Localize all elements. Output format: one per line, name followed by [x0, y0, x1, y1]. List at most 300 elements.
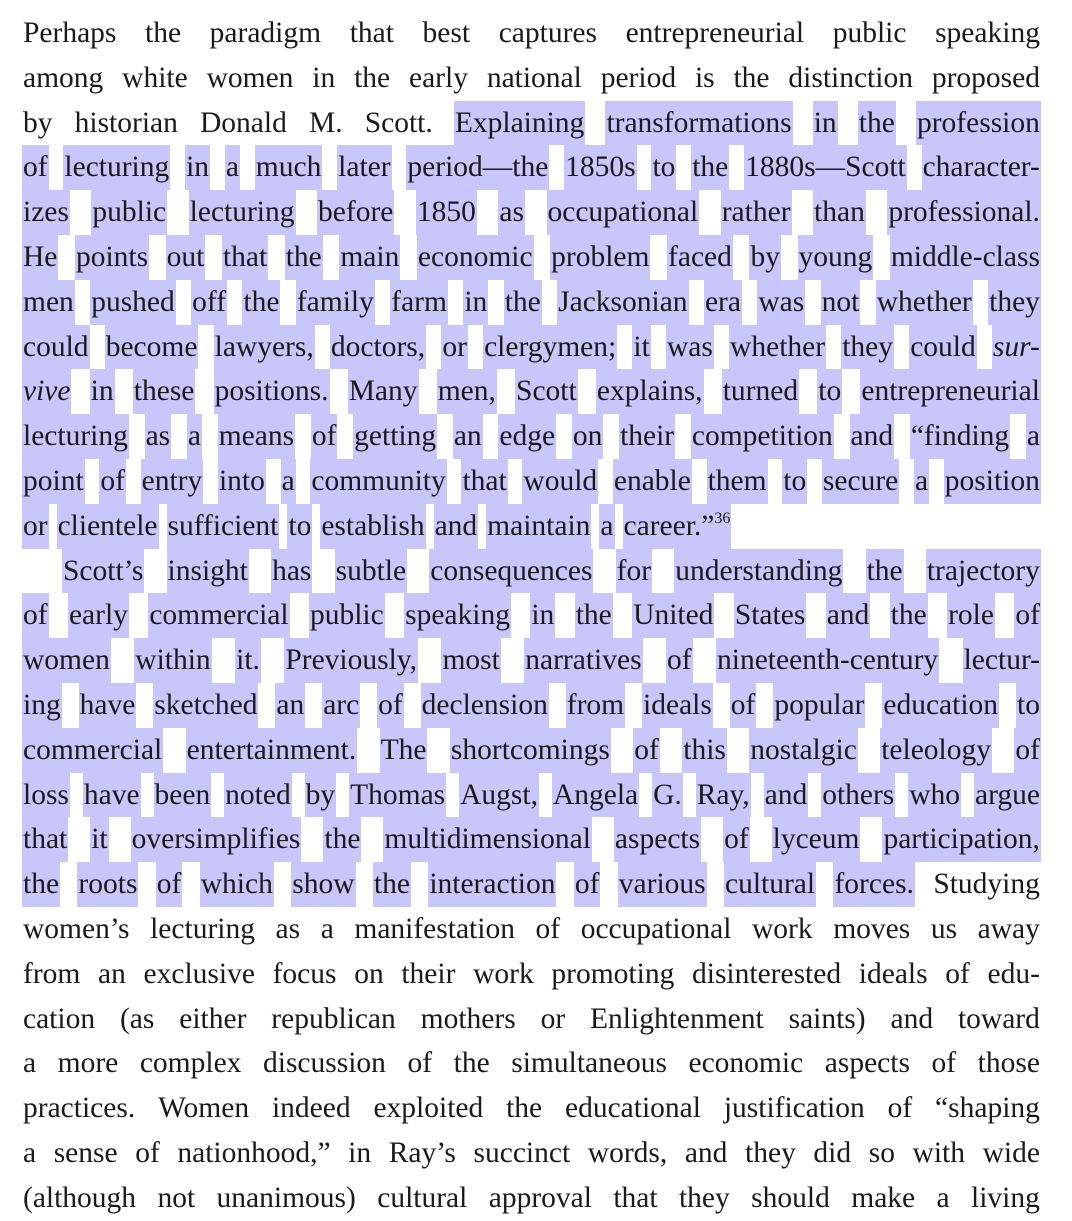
word: they — [841, 325, 894, 370]
word: with — [912, 1136, 965, 1169]
word: of — [407, 1047, 433, 1080]
word: complex — [139, 1047, 242, 1080]
word: main — [339, 235, 400, 280]
word: of — [666, 638, 693, 683]
word: they — [678, 1181, 730, 1214]
word: in — [813, 101, 838, 146]
word: the — [323, 817, 361, 862]
word: speaking — [935, 17, 1040, 49]
word: role — [947, 593, 995, 638]
word: period — [600, 61, 677, 94]
word: positions. — [214, 369, 330, 414]
word: Women — [158, 1092, 250, 1125]
word: of — [574, 862, 601, 907]
word: the — [506, 1092, 543, 1125]
word: era — [704, 280, 742, 325]
word: in — [463, 280, 488, 325]
text-line — [22, 459, 1041, 504]
word: maintain — [486, 504, 591, 549]
word: of — [1014, 728, 1041, 773]
word: nineteenth-century — [716, 638, 939, 683]
text-line — [22, 728, 1041, 773]
word: historian — [74, 106, 178, 139]
word: of — [311, 414, 338, 459]
word: best — [422, 17, 471, 49]
word: sufficient — [167, 504, 280, 549]
word: women — [22, 638, 111, 683]
word: most — [441, 638, 500, 683]
word: to — [1016, 683, 1041, 728]
word: who — [908, 773, 961, 818]
word: understanding — [674, 549, 843, 594]
word: to — [287, 504, 312, 549]
word: whether — [729, 325, 826, 370]
text-line — [22, 683, 1041, 728]
word: The — [380, 728, 428, 773]
word: nostalgic — [749, 728, 858, 773]
word: whether — [876, 280, 973, 325]
footnote-reference[interactable]: 36 — [714, 509, 731, 527]
word: to — [817, 369, 842, 414]
text-line — [22, 907, 1041, 952]
text-line — [22, 190, 1041, 235]
text-line — [22, 101, 1041, 146]
word: public — [309, 593, 385, 638]
word: work — [473, 957, 534, 990]
word: and — [684, 1136, 728, 1169]
word: it — [90, 817, 108, 862]
word: of — [887, 1092, 913, 1125]
word: a — [599, 504, 614, 549]
word: Scott. — [364, 106, 433, 139]
word: not — [157, 1181, 196, 1214]
word: have — [83, 773, 141, 818]
text-line — [22, 414, 1041, 459]
word: the — [285, 235, 323, 280]
word: point — [22, 459, 85, 504]
word: of — [377, 683, 404, 728]
word: farm — [390, 280, 448, 325]
word: multidimensional — [383, 817, 592, 862]
word: secure — [822, 459, 899, 504]
word: later — [337, 145, 391, 190]
word: educational — [565, 1092, 701, 1125]
word: pushed — [90, 280, 176, 325]
word: Ray’s — [388, 1136, 456, 1169]
word: a — [281, 459, 296, 504]
text-line — [22, 817, 1041, 862]
word: 1850 — [416, 190, 477, 235]
word: of — [22, 593, 49, 638]
word: faced — [667, 235, 733, 280]
word: a — [1026, 414, 1041, 459]
word: did — [813, 1136, 852, 1169]
word: career.”$^{36}$ — [623, 504, 732, 549]
word: more — [57, 1047, 119, 1080]
word: much — [255, 145, 323, 190]
word: and — [826, 593, 871, 638]
word: ideals — [642, 683, 713, 728]
word: a — [320, 912, 334, 945]
word: character- — [922, 145, 1041, 190]
word: by — [749, 235, 781, 280]
word: aspects — [614, 817, 701, 862]
word: from — [23, 957, 81, 990]
text-line — [22, 593, 1041, 638]
word: 1880s—Scott — [744, 145, 907, 190]
text-line — [22, 280, 1041, 325]
word: sur- — [992, 325, 1041, 370]
word: of — [156, 862, 183, 907]
word: Scott — [515, 369, 578, 414]
word: white — [122, 61, 188, 94]
word: speaking — [404, 593, 511, 638]
word: make — [851, 1181, 916, 1214]
word: or — [441, 325, 468, 370]
word: vive — [22, 369, 71, 414]
text-line — [22, 56, 1041, 101]
word: ing — [22, 683, 62, 728]
word: nationhood,” — [177, 1136, 331, 1169]
text-line — [22, 1041, 1041, 1086]
word: to — [651, 145, 676, 190]
word: would — [522, 459, 598, 504]
word: among — [23, 61, 104, 94]
word: middle-class — [890, 235, 1041, 280]
word: trajectory — [926, 549, 1041, 594]
word: disinterested — [692, 957, 842, 990]
word: toward — [957, 1002, 1040, 1035]
word: exclusive — [143, 957, 255, 990]
word: saints) — [788, 1002, 866, 1035]
word: approval — [488, 1181, 592, 1214]
word: occupational — [547, 190, 700, 235]
word: professional. — [887, 190, 1041, 235]
word: position — [944, 459, 1041, 504]
word: succinct — [473, 1136, 571, 1169]
word: focus — [272, 957, 337, 990]
word: Scott’s — [62, 549, 144, 594]
word: the — [890, 593, 928, 638]
word: enable — [613, 459, 692, 504]
word: others — [821, 773, 895, 818]
word: of — [22, 145, 49, 190]
word: 1850s — [564, 145, 636, 190]
word: words, — [587, 1136, 668, 1169]
word: practices. — [23, 1092, 136, 1125]
word: interaction — [428, 862, 556, 907]
word: that — [613, 1181, 658, 1214]
word: Studying — [933, 868, 1040, 901]
word: of — [535, 912, 561, 945]
word: have — [79, 683, 137, 728]
word: explains, — [596, 369, 704, 414]
word: and — [764, 773, 809, 818]
word: the — [733, 61, 770, 94]
word: for — [616, 549, 652, 594]
word: which — [200, 862, 274, 907]
word: sketched — [153, 683, 258, 728]
word: in — [185, 145, 210, 190]
word: that — [461, 459, 507, 504]
word: of — [723, 817, 750, 862]
word: rather — [721, 190, 792, 235]
text-line — [22, 862, 1041, 907]
word: as — [145, 414, 172, 459]
word: competition — [691, 414, 834, 459]
word: unanimous) — [216, 1181, 356, 1214]
word: Thomas — [349, 773, 446, 818]
word: a — [225, 145, 240, 190]
word: and — [890, 1002, 934, 1035]
word: exploited — [373, 1092, 484, 1125]
word: sense — [53, 1136, 118, 1169]
word: States — [734, 593, 806, 638]
word: by — [23, 106, 53, 139]
word: doctors, — [330, 325, 426, 370]
word: the — [242, 280, 280, 325]
word: subtle — [335, 549, 407, 594]
word: public — [832, 17, 907, 49]
word: manifestation — [354, 912, 515, 945]
word: an — [453, 414, 483, 459]
word: and — [434, 504, 479, 549]
word: lecturing — [150, 912, 255, 945]
word: Enlightenment — [590, 1002, 764, 1035]
word: young — [798, 235, 874, 280]
text-line — [22, 997, 1041, 1042]
word: teleology — [880, 728, 992, 773]
word: they — [988, 280, 1041, 325]
word: this — [682, 728, 727, 773]
word: is — [694, 61, 715, 94]
word: on — [354, 957, 384, 990]
word: getting — [353, 414, 437, 459]
word: loss — [22, 773, 70, 818]
word: Angela — [552, 773, 639, 818]
word: that — [222, 235, 268, 280]
word: a — [23, 1047, 37, 1080]
word: into — [218, 459, 266, 504]
word: the — [866, 549, 904, 594]
word: economic — [688, 1047, 804, 1080]
word: problem — [550, 235, 650, 280]
word: entrepreneurial — [625, 17, 805, 49]
word: from — [566, 683, 625, 728]
word: various — [618, 862, 707, 907]
text-line — [22, 952, 1041, 997]
word: as — [275, 912, 301, 945]
word: clergymen; — [483, 325, 617, 370]
word: of — [1014, 593, 1041, 638]
word: a — [23, 1136, 37, 1169]
word: occupational — [580, 912, 732, 945]
word: Perhaps — [23, 17, 117, 49]
word: profession — [916, 101, 1041, 146]
word: simultaneous — [511, 1047, 667, 1080]
word: period—the — [406, 145, 549, 190]
word: the — [453, 1047, 490, 1080]
word: the — [858, 101, 896, 146]
word: public — [91, 190, 167, 235]
word: transformations — [605, 101, 792, 146]
word: those — [977, 1047, 1040, 1080]
word: in — [90, 369, 115, 414]
word: been — [154, 773, 212, 818]
word: in — [348, 1136, 372, 1169]
word: (as — [119, 1002, 155, 1035]
word: ideals — [858, 957, 928, 990]
word: off — [191, 280, 227, 325]
word: justification — [723, 1092, 865, 1125]
word: either — [179, 1002, 247, 1035]
word: indeed — [271, 1092, 351, 1125]
text-line — [22, 773, 1041, 818]
word: living — [971, 1181, 1040, 1214]
word: of — [945, 957, 970, 990]
word: was — [666, 325, 714, 370]
word: United — [632, 593, 714, 638]
word: their — [401, 957, 456, 990]
word: has — [271, 549, 312, 594]
word: Augst, — [459, 773, 539, 818]
text-line — [22, 504, 1041, 549]
text-line — [22, 549, 1041, 594]
word: a — [914, 459, 929, 504]
text-line — [22, 1086, 1041, 1131]
word: was — [757, 280, 805, 325]
word: the — [575, 593, 613, 638]
word: women — [206, 61, 294, 94]
word: Explaining — [454, 101, 585, 146]
word: in — [530, 593, 555, 638]
word: an — [98, 957, 126, 990]
word: “finding — [910, 414, 1010, 459]
word: and — [850, 414, 895, 459]
text-line — [22, 11, 1041, 56]
word: or — [22, 504, 49, 549]
word: lecturing — [22, 414, 129, 459]
word: paradigm — [209, 17, 322, 49]
word: show — [291, 862, 355, 907]
word: wide — [982, 1136, 1040, 1169]
word: lyceum — [772, 817, 861, 862]
word: promoting — [551, 957, 675, 990]
word: away — [977, 912, 1040, 945]
word: Previously, — [284, 638, 418, 683]
word: out — [166, 235, 206, 280]
word: by — [305, 773, 337, 818]
word: oversimplifies — [131, 817, 302, 862]
word: not — [821, 280, 861, 325]
word: they — [745, 1136, 796, 1169]
word: in — [312, 61, 336, 94]
word: could — [909, 325, 977, 370]
word: establish — [320, 504, 425, 549]
word: participation, — [882, 817, 1040, 862]
word: forces. — [833, 862, 914, 907]
word: these — [133, 369, 196, 414]
word: lecturing — [189, 190, 296, 235]
word: mothers — [420, 1002, 516, 1035]
word: within — [134, 638, 211, 683]
word: republican — [271, 1002, 396, 1035]
text-line — [22, 1176, 1041, 1221]
word: cultural — [724, 862, 816, 907]
word: distinction — [788, 61, 913, 94]
word: aspects — [824, 1047, 910, 1080]
word: early — [408, 61, 468, 94]
text-line — [22, 638, 1041, 683]
word: of — [730, 683, 757, 728]
word: discussion — [263, 1047, 386, 1080]
word: it. — [235, 638, 261, 683]
word: lawyers, — [214, 325, 315, 370]
text-line — [22, 145, 1041, 190]
word: men, — [437, 369, 497, 414]
word: He — [22, 235, 58, 280]
word: commercial — [22, 728, 163, 773]
word: economic — [417, 235, 534, 280]
word: (although — [23, 1181, 137, 1214]
word: roots — [77, 862, 138, 907]
word: points — [75, 235, 149, 280]
word: consequences — [429, 549, 593, 594]
word: means — [218, 414, 295, 459]
word: insight — [167, 549, 249, 594]
word: that — [22, 817, 68, 862]
word: to — [782, 459, 807, 504]
word: the — [504, 280, 542, 325]
word: the — [22, 862, 60, 907]
word: narratives — [524, 638, 642, 683]
word: it — [632, 325, 650, 370]
word: commercial — [148, 593, 289, 638]
word: their — [619, 414, 675, 459]
word: of — [633, 728, 660, 773]
word: women’s — [23, 912, 130, 945]
word: entertainment. — [186, 728, 358, 773]
word: popular — [773, 683, 865, 728]
word: before — [317, 190, 394, 235]
word: of — [99, 459, 126, 504]
word: or — [540, 1002, 566, 1035]
word: an — [275, 683, 305, 728]
word: declension — [421, 683, 549, 728]
word: should — [751, 1181, 830, 1214]
word: education — [882, 683, 999, 728]
word: early — [68, 593, 129, 638]
word: could — [22, 325, 90, 370]
word: shortcomings — [450, 728, 611, 773]
word: lecturing — [63, 145, 170, 190]
word: Donald — [200, 106, 287, 139]
word: lectur- — [963, 638, 1041, 683]
text-line — [22, 235, 1041, 280]
word: a — [936, 1181, 950, 1214]
word: Jacksonian — [557, 280, 688, 325]
word: proposed — [931, 61, 1040, 94]
word: captures — [498, 17, 597, 49]
word: argue — [974, 773, 1041, 818]
word: family — [296, 280, 375, 325]
word: community — [310, 459, 446, 504]
word: G. — [652, 773, 683, 818]
text-line — [22, 325, 1041, 370]
word: cation — [23, 1002, 96, 1035]
word: edge — [498, 414, 556, 459]
text-line — [22, 1131, 1041, 1176]
